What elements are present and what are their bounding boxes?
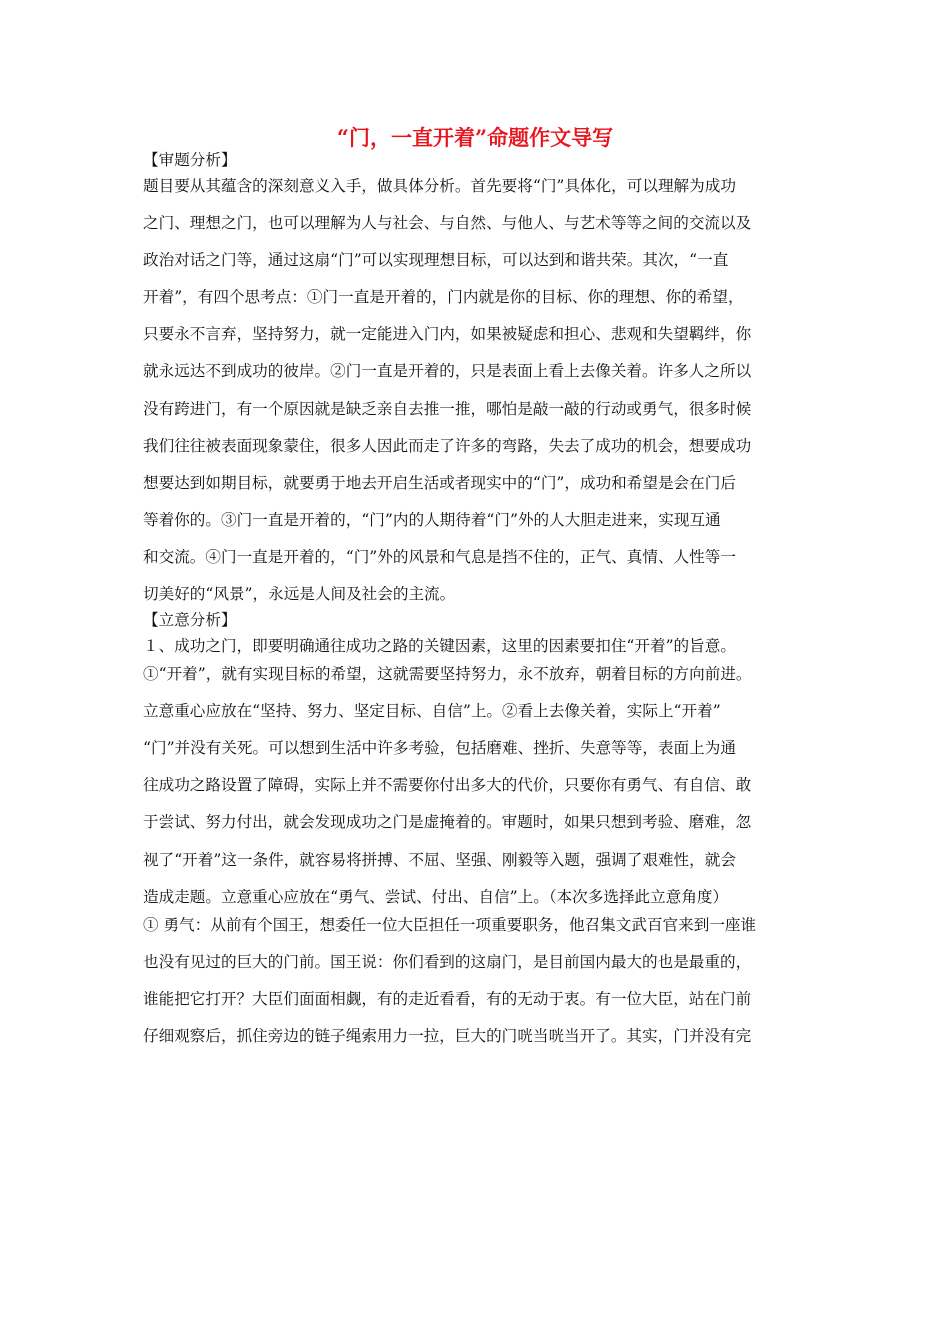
text-line: 视了“开着”这一条件，就容易将拼搏、不屈、坚强、刚毅等入题，强调了艰难性，就会 xyxy=(143,850,736,869)
text-line: 造成走题。立意重心应放在“勇气、尝试、付出、自信”上。（本次多选择此立意角度） xyxy=(143,887,729,906)
text-line: “门”并没有关死。可以想到生活中许多考验，包括磨难、挫折、失意等等，表面上为通 xyxy=(143,739,736,758)
text-line: ①“开着”，就有实现目标的希望，这就需要坚持努力，永不放弃，朝着目标的方向前进。 xyxy=(143,665,752,684)
text-line: 和交流。④门一直是开着的，“门”外的风景和气息是挡不住的，正气、真情、人性等一 xyxy=(143,547,736,566)
text-line: 只要永不言弃，坚持努力，就一定能进入门内，如果被疑虑和担心、悲观和失望羁绊，你 xyxy=(143,325,752,344)
document-title: “门，一直开着”命题作文导写 xyxy=(336,125,614,150)
section-review-paragraph xyxy=(143,172,823,608)
section-theme-paragraph xyxy=(143,632,823,1059)
text-line: 谁能把它打开？大臣们面面相觑，有的走近看看，有的无动于衷。有一位大臣，站在门前 xyxy=(143,989,752,1008)
text-line: ① 勇气：从前有个国王，想委任一位大臣担任一项重要职务，他召集文武百官来到一座谁 xyxy=(143,915,757,934)
text-line: 立意重心应放在“坚持、努力、坚定目标、自信”上。②看上去像关着，实际上“开着” xyxy=(143,702,721,721)
text-line: 也没有见过的巨大的门前。国王说：你们看到的这扇门，是目前国内最大的也是最重的， xyxy=(143,952,752,971)
text-line: 政治对话之门等，通过这扇“门”可以实现理想目标，可以达到和谐共荣。其次，“一直 xyxy=(143,251,729,270)
document-body xyxy=(143,148,823,1059)
text-line: 切美好的“风景”，永远是人间及社会的主流。 xyxy=(143,585,456,604)
text-line: １、成功之门，即要明确通往成功之路的关键因素，这里的因素要扣住“开着”的旨意。 xyxy=(143,637,736,656)
text-line: 没有跨进门，有一个原因就是缺乏亲自去推一推，哪怕是敲一敲的行动或勇气，很多时候 xyxy=(143,399,752,418)
text-line: 我们往往被表面现象蒙住，很多人因此而走了许多的弯路，失去了成功的机会，想要成功 xyxy=(143,436,752,455)
section-heading-theme: 【立意分析】 xyxy=(143,611,237,630)
text-line: 想要达到如期目标，就要勇于地去开启生活或者现实中的“门”，成功和希望是会在门后 xyxy=(143,473,736,492)
text-line: 等着你的。③门一直是开着的，“门”内的人期待着“门”外的人大胆走进来，实现互通 xyxy=(143,510,721,529)
text-line: 题目要从其蕴含的深刻意义入手，做具体分析。首先要将“门”具体化，可以理解为成功 xyxy=(143,177,736,195)
text-line: 开着”，有四个思考点：①门一直是开着的，门内就是你的目标、你的理想、你的希望， xyxy=(143,288,744,307)
text-line: 于尝试、努力付出，就会发现成功之门是虚掩着的。审题时，如果只想到考验、磨难，忽 xyxy=(143,813,752,832)
text-line: 之门、理想之门，也可以理解为人与社会、与自然、与他人、与艺术等等之间的交流以及 xyxy=(143,214,752,233)
text-line: 就永远达不到成功的彼岸。②门一直是开着的，只是表面上看上去像关着。许多人之所以 xyxy=(143,362,752,381)
text-line: 往成功之路设置了障碍，实际上并不需要你付出多大的代价，只要你有勇气、有自信、敢 xyxy=(143,776,752,795)
text-line: 仔细观察后，抓住旁边的链子绳索用力一拉，巨大的门咣当咣当开了。其实，门并没有完 xyxy=(143,1026,752,1045)
section-heading-review: 【审题分析】 xyxy=(143,151,237,169)
